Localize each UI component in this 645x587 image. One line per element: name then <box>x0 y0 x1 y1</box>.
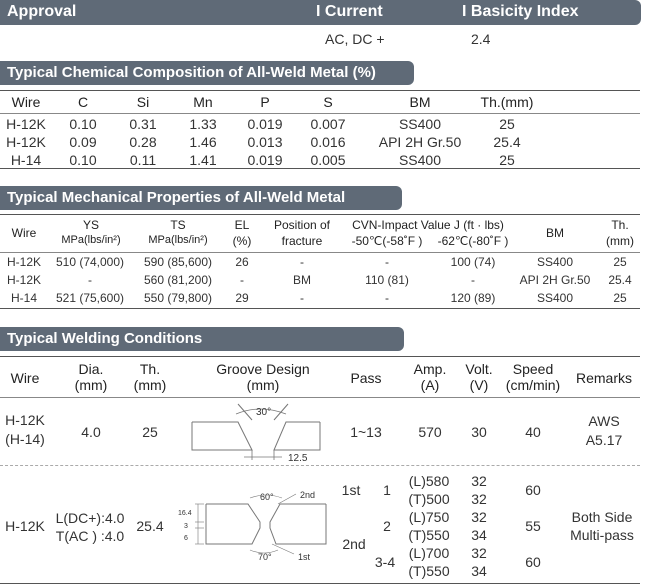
chem-row-3-wire: H-14 <box>10 152 42 168</box>
weld-h-speed2: (cm/min) <box>505 377 561 393</box>
weld-h-remarks: Remarks <box>575 370 632 386</box>
mech-row-1-ys: 510 (74,000) <box>55 255 125 269</box>
chem-row-3-bm: SS400 <box>398 152 442 168</box>
groove2-d3: 6 <box>184 535 188 542</box>
w2-pass-1: 1 <box>383 482 391 498</box>
chem-row-3-p: 0.019 <box>247 152 283 168</box>
chem-row-2-bm: API 2H Gr.50 <box>378 134 462 150</box>
w2-th: 25.4 <box>136 518 164 534</box>
weld-row-divider <box>0 465 640 466</box>
w2-pass-3: 3-4 <box>374 554 396 570</box>
mech-h-cvn2a: -50℃(-58˚F ) <box>351 234 423 248</box>
mech-h-ts2: MPa(lbs/in²) <box>148 234 208 246</box>
weld-h-dia2: (mm) <box>74 377 108 393</box>
basicity-value: 2.4 <box>471 31 491 47</box>
mech-row-1-position: - <box>300 255 304 269</box>
groove2-top-angle: 60° <box>260 492 274 502</box>
mech-row-2-ys: - <box>88 273 92 287</box>
mech-h-ts1: TS <box>170 218 186 232</box>
approval-title: Approval <box>7 3 77 20</box>
weld-h-amp2: (A) <box>420 377 440 393</box>
w1-volt: 30 <box>471 424 487 440</box>
w2-speed-3: 60 <box>525 554 541 570</box>
chem-row-2-c: 0.09 <box>69 134 97 150</box>
w1-speed: 40 <box>525 424 541 440</box>
groove2-d2: 3 <box>184 523 188 530</box>
mech-row-3-position: - <box>300 291 304 305</box>
w2-volt-1: 32 <box>471 473 487 489</box>
chem-row-2-p: 0.013 <box>247 134 283 150</box>
w2-side-2: 2nd <box>342 536 366 552</box>
mech-row-3-cvn-50: - <box>385 291 389 305</box>
chem-bottom-rule <box>0 168 640 169</box>
w2-volt-6: 34 <box>471 563 487 579</box>
groove-diagram-single-v <box>188 402 322 464</box>
mech-h-ys2: MPa(lbs/in²) <box>61 234 121 246</box>
chem-h-mn: Mn <box>193 94 213 110</box>
w2-speed-2: 55 <box>525 518 541 534</box>
chem-row-1-si: 0.31 <box>129 116 157 132</box>
mech-h-cvn1: CVN-Impact Value J (ft · lbs) <box>352 218 504 232</box>
chem-row-1-wire: H-12K <box>6 116 46 132</box>
mech-top-rule <box>0 214 640 215</box>
mech-row-2-cvn-50: 110 (81) <box>365 273 409 287</box>
chem-row-2-mn: 1.46 <box>189 134 217 150</box>
chem-header-rule <box>0 113 640 114</box>
w2-volt-5: 32 <box>471 545 487 561</box>
w2-amp-1: (L)580 <box>408 473 450 489</box>
mech-title: Typical Mechanical Properties of All-Weld Metal <box>0 186 402 210</box>
weld-header-rule <box>0 397 640 398</box>
weld-h-pass: Pass <box>350 370 382 386</box>
groove2-top-label: 2nd <box>300 490 316 500</box>
w1-wire-1: H-12K <box>5 412 45 428</box>
mech-h-pos1: Position of <box>273 218 331 232</box>
mech-bottom-rule <box>0 308 640 309</box>
current-value: AC, DC + <box>325 31 385 47</box>
mech-h-el1: EL <box>234 218 250 232</box>
mech-row-1-el: 26 <box>235 255 249 269</box>
chem-h-bm: BM <box>409 94 431 110</box>
w1-dia: 4.0 <box>81 424 101 440</box>
weld-bottom-rule <box>0 583 640 584</box>
mech-header-rule <box>0 252 640 253</box>
mech-row-1-th: 25 <box>613 255 627 269</box>
mech-h-th1: Th. <box>611 218 629 232</box>
weld-h-speed1: Speed <box>512 361 554 377</box>
mech-row-2-bm: API 2H Gr.50 <box>519 273 591 287</box>
weld-h-volt1: Volt. <box>465 361 493 377</box>
chem-row-2-si: 0.28 <box>129 134 157 150</box>
mech-row-1-cvn-62: 100 (74) <box>450 255 496 269</box>
mech-row-3-ts: 550 (79,800) <box>143 291 213 305</box>
chem-h-si: Si <box>136 94 150 110</box>
w2-volt-4: 34 <box>471 527 487 543</box>
mech-row-1-bm: SS400 <box>536 255 574 269</box>
mech-row-2-el: - <box>240 273 244 287</box>
w2-amp-5: (L)700 <box>408 545 450 561</box>
w2-amp-2: (T)500 <box>408 491 450 507</box>
chem-h-th: Th.(mm) <box>480 94 534 110</box>
mech-h-bm: BM <box>546 226 564 240</box>
w2-dia-1: L(DC+):4.0 <box>55 510 125 526</box>
w2-amp-3: (L)750 <box>408 509 450 525</box>
mech-row-3-th: 25 <box>613 291 627 305</box>
chem-h-p: P <box>260 94 270 110</box>
mech-h-ys1: YS <box>82 218 99 232</box>
groove1-gap: 12.5 <box>288 453 308 464</box>
chem-top-rule <box>0 90 640 91</box>
chem-row-3-th: 25 <box>499 152 515 168</box>
mech-h-pos2: fracture <box>281 234 323 248</box>
w2-speed-1: 60 <box>525 482 541 498</box>
mech-row-2-ts: 560 (81,200) <box>143 273 213 287</box>
mech-h-el2: (%) <box>232 234 252 248</box>
chem-row-2-th: 25.4 <box>493 134 521 150</box>
weld-h-amp1: Amp. <box>413 361 447 377</box>
chem-h-s: S <box>323 94 333 110</box>
mech-row-3-wire: H-14 <box>10 291 37 305</box>
groove2-bot-angle: 70° <box>258 552 272 562</box>
chem-row-2-s: 0.016 <box>310 134 346 150</box>
current-header: I Current <box>316 3 383 20</box>
w2-amp-4: (T)550 <box>408 527 450 543</box>
groove-diagram-double-v <box>176 488 334 562</box>
mech-row-3-el: 29 <box>235 291 249 305</box>
groove2-bot-label: 1st <box>298 552 311 562</box>
mech-h-wire: Wire <box>11 226 37 240</box>
mech-row-2-position: BM <box>293 273 311 287</box>
w2-dia-2: T(AC ) :4.0 <box>55 528 125 544</box>
w2-volt-2: 32 <box>471 491 487 507</box>
w2-amp-6: (T)550 <box>408 563 450 579</box>
mech-h-th2: (mm) <box>606 234 634 248</box>
weld-h-th2: (mm) <box>133 377 167 393</box>
groove2-d1: 16.4 <box>178 510 192 517</box>
groove1-angle: 30° <box>256 407 272 418</box>
mech-row-3-bm: SS400 <box>536 291 574 305</box>
mech-row-2-cvn-62: - <box>471 273 475 287</box>
w2-remarks-2: Multi-pass <box>570 527 634 543</box>
chem-row-1-p: 0.019 <box>247 116 283 132</box>
chem-row-2-wire: H-12K <box>6 134 46 150</box>
mech-row-3-ys: 521 (75,600) <box>55 291 125 305</box>
chem-row-1-s: 0.007 <box>310 116 346 132</box>
chem-row-1-th: 25 <box>499 116 515 132</box>
w2-pass-2: 2 <box>383 518 391 534</box>
basicity-header: I Basicity Index <box>462 3 579 20</box>
w1-remarks-1: AWS <box>588 413 620 429</box>
mech-h-cvn2b: -62℃(-80˚F ) <box>437 234 509 248</box>
mech-row-1-ts: 590 (85,600) <box>143 255 213 269</box>
w2-volt-3: 32 <box>471 509 487 525</box>
chem-row-1-bm: SS400 <box>398 116 442 132</box>
chem-row-3-mn: 1.41 <box>189 152 217 168</box>
chem-row-3-c: 0.10 <box>69 152 97 168</box>
chem-row-1-mn: 1.33 <box>189 116 217 132</box>
mech-row-1-cvn-50: - <box>385 255 389 269</box>
w2-wire: H-12K <box>5 518 45 534</box>
weld-h-dia1: Dia. <box>78 361 104 377</box>
weld-top-rule <box>0 356 640 357</box>
chem-title: Typical Chemical Composition of All-Weld Metal (%) <box>0 61 414 85</box>
weld-title: Typical Welding Conditions <box>0 327 404 351</box>
chem-h-c: C <box>77 94 89 110</box>
mech-row-3-cvn-62: 120 (89) <box>450 291 496 305</box>
w1-amp: 570 <box>418 424 442 440</box>
mech-row-1-wire: H-12K <box>6 255 41 269</box>
weld-h-volt2: (V) <box>469 377 489 393</box>
weld-h-groove2: (mm) <box>246 377 280 393</box>
chem-row-3-si: 0.11 <box>129 152 157 168</box>
w1-pass: 1~13 <box>350 424 382 440</box>
chem-row-3-s: 0.005 <box>310 152 346 168</box>
w2-side-1: 1st <box>341 482 361 498</box>
mech-row-2-wire: H-12K <box>6 273 41 287</box>
weld-h-th1: Th. <box>139 361 161 377</box>
w1-remarks-2: A5.17 <box>585 432 623 448</box>
chem-h-wire: Wire <box>11 94 41 110</box>
mech-row-2-th: 25.4 <box>608 273 632 287</box>
chem-row-1-c: 0.10 <box>69 116 97 132</box>
weld-h-wire: Wire <box>10 370 40 386</box>
w1-wire-2: (H-14) <box>5 431 45 447</box>
weld-h-groove1: Groove Design <box>216 361 310 377</box>
w1-th: 25 <box>142 424 158 440</box>
w2-remarks-1: Both Side <box>571 509 633 525</box>
